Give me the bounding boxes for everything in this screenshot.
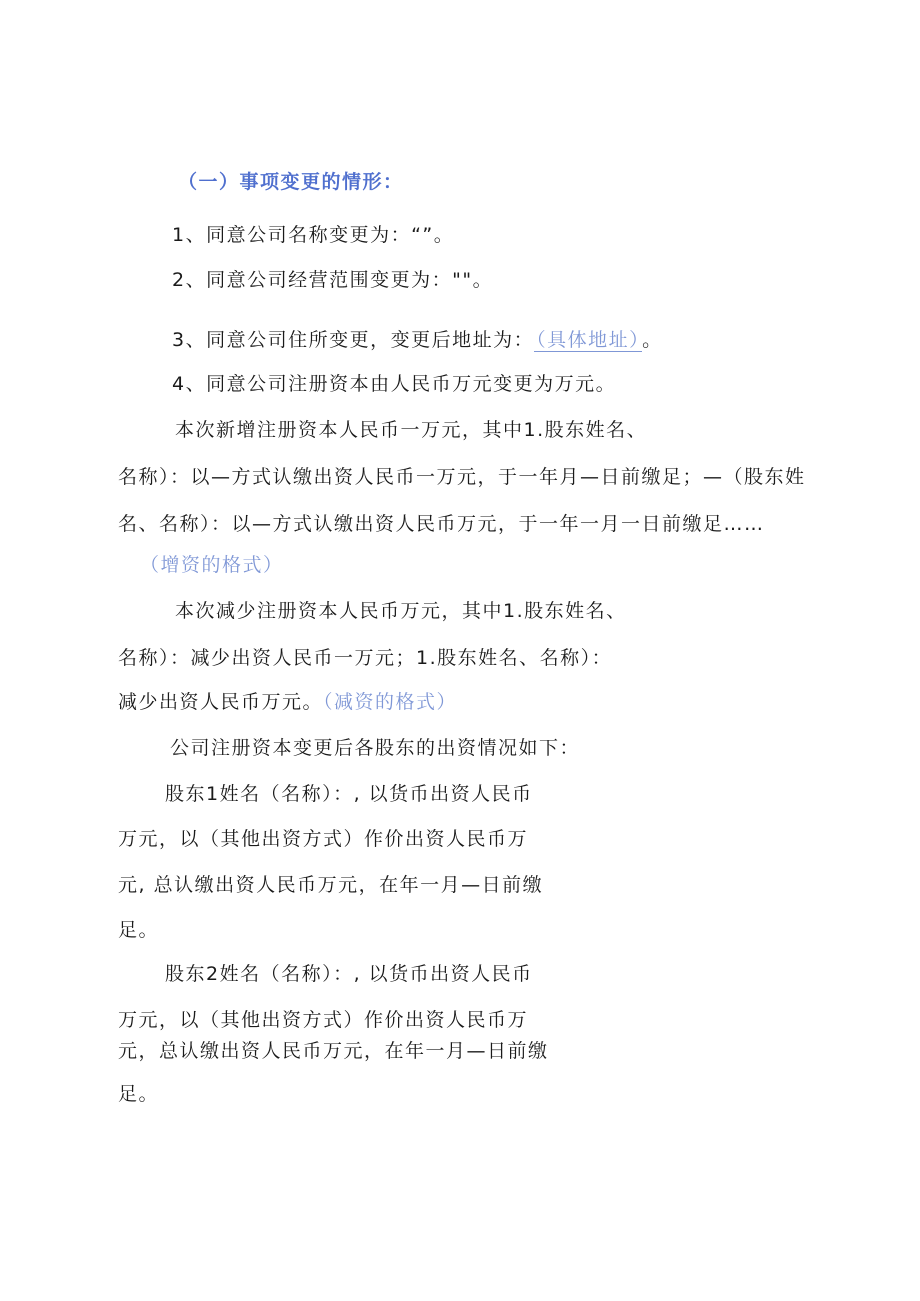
decrease-line-3: 减少出资人民币万元。 <box>118 691 324 713</box>
increase-line-3: 名、名称）：以—方式认缴出资人民币万元，于一年一月一日前缴足…… <box>118 513 765 535</box>
decrease-line-3-container <box>118 690 457 714</box>
address-change-prefix: 3、同意公司住所变更，变更后地址为： <box>172 329 535 351</box>
address-placeholder: （具体地址） <box>536 329 641 351</box>
shareholder1-line-1: 股东1姓名（名称）：, 以货币出资人民币 <box>165 783 533 805</box>
decrease-line-2: 名称）：减少出资人民币一万元；1.股东姓名、名称）： <box>118 647 613 669</box>
decrease-line-1: 本次减少注册资本人民币万元，其中1.股东姓名、 <box>175 600 627 622</box>
shareholder2-line-1: 股东2姓名（名称）：, 以货币出资人民币 <box>165 963 533 985</box>
increase-line-2: 名称）：以—方式认缴出资人民币一万元，于一年月—日前缴足；—（股东姓 <box>118 466 806 488</box>
shareholder1-line-3: 元, 总认缴出资人民币万元，在年一月—日前缴 <box>118 874 544 896</box>
increase-format-note: （增资的格式） <box>140 554 284 576</box>
shareholder2-line-3: 元，总认缴出资人民币万元，在年一月—日前缴 <box>118 1040 549 1062</box>
shareholder2-line-4: 足。 <box>118 1083 160 1105</box>
decrease-format-note: （减资的格式） <box>323 691 458 713</box>
address-change-suffix: 。 <box>642 329 663 351</box>
shareholder1-line-2: 万元，以（其他出资方式）作价出资人民币万 <box>118 828 529 850</box>
increase-line-1: 本次新增注册资本人民币一万元，其中1.股东姓名、 <box>175 419 648 441</box>
shareholder2-line-2: 万元，以（其他出资方式）作价出资人民币万 <box>118 1009 529 1031</box>
section-heading: （一）事项变更的情形： <box>178 171 404 193</box>
item-capital-change: 4、同意公司注册资本由人民币万元变更为万元。 <box>172 373 617 395</box>
item-address-change <box>172 328 663 352</box>
item-name-change: 1、同意公司名称变更为：“”。 <box>172 224 455 246</box>
after-change-intro: 公司注册资本变更后各股东的出资情况如下： <box>170 737 581 759</box>
shareholder1-line-4: 足。 <box>118 919 160 941</box>
item-scope-change: 2、同意公司经营范围变更为：""。 <box>172 269 494 291</box>
